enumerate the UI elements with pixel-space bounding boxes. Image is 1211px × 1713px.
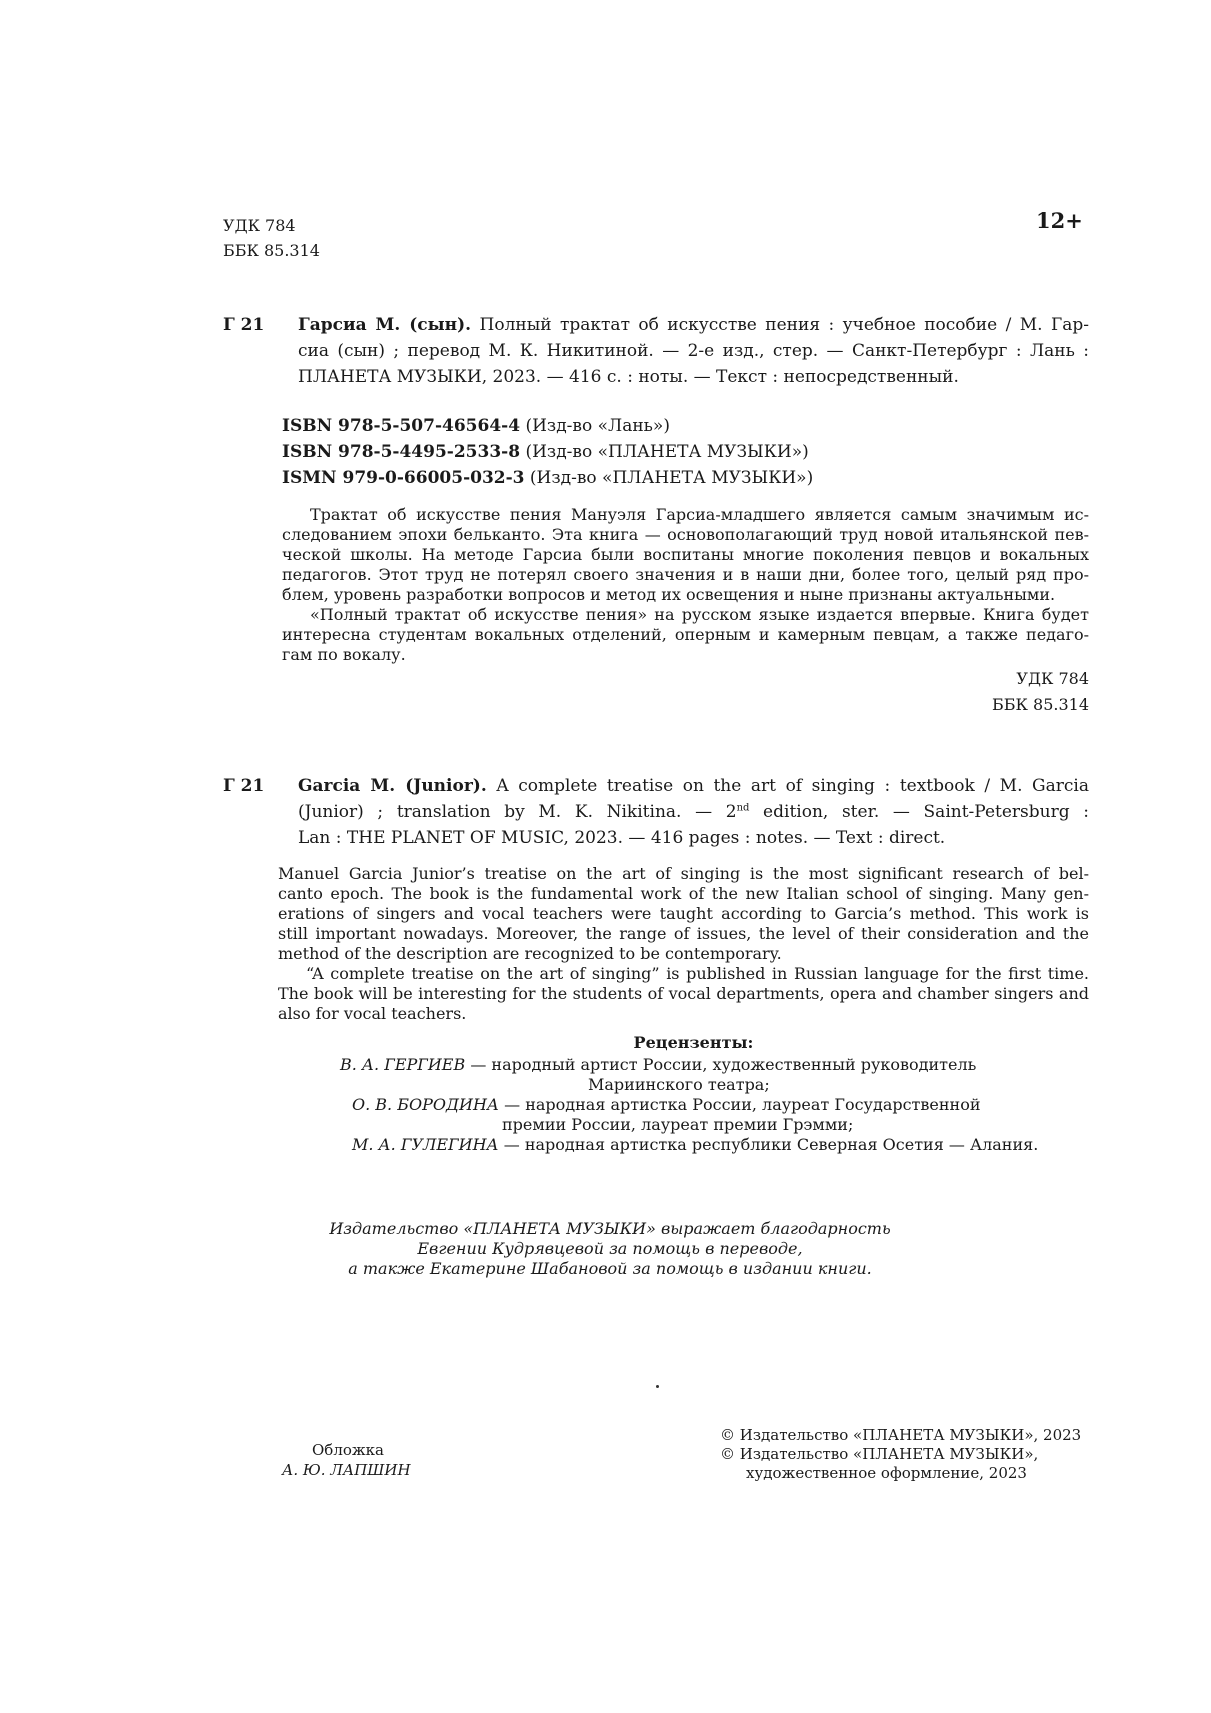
ru-record-title: Полный трактат об искусстве пения : учебное пособие / М. Гар- [471,315,1089,335]
cover-label: Обложка [312,1441,385,1459]
copyright-line: © Издательство «ПЛАНЕТА МУЗЫКИ», 2023 [720,1426,1082,1444]
en-record-author: Garcia M. (Junior). [298,776,487,796]
ru-record-code: Г 21 [223,315,265,335]
ru-abstract-line: блем, уровень разработки вопросов и метод их освещения и ныне признаны актуальными. [282,585,1056,604]
ismn-line [282,465,813,491]
en-bibliographic-record [298,773,1089,851]
acknowledgment-line: Издательство «ПЛАНЕТА МУЗЫКИ» выражает благодарность [329,1219,891,1238]
ismn-publisher: (Изд-во «ПЛАНЕТА МУЗЫКИ») [524,468,814,488]
reviewer-name: М. А. ГУЛЕГИНА [352,1135,499,1154]
en-record-line-3: Lan : THE PLANET OF MUSIC, 2023. — 416 pages : notes. — Text : direct. [298,828,946,848]
en-abstract-line: “A complete treatise on the art of singing” is published in Russian language for the first time. [306,964,1089,983]
reviewer-name: В. А. ГЕРГИЕВ [340,1055,466,1074]
reviewer-entry [340,1095,1100,1115]
isbn-publisher: (Изд-во «ПЛАНЕТА МУЗЫКИ») [520,442,809,462]
isbn-block [282,413,813,491]
cover-artist: А. Ю. ЛАПШИН [282,1461,411,1479]
en-abstract-line: Manuel Garcia Junior’s treatise on the art of singing is the most significant research of bel- [278,864,1089,883]
en-abstract-line: canto epoch. The book is the fundamental work of the new Italian school of singing. Many gen- [278,884,1089,903]
bbk-code: ББК 85.314 [223,241,320,260]
en-abstract-line: erations of singers and vocal teachers were taught according to Garcia’s method. This work is [278,904,1089,923]
acknowledgment [300,1219,920,1279]
acknowledgment-line: Евгении Кудрявцевой за помощь в переводе, [417,1239,803,1258]
ru-abstract [282,505,1089,665]
reviewer-title: — народная артистка республики Северная Осетия — Алания. [498,1135,1039,1154]
en-abstract-line: still important nowadays. Moreover, the range of issues, the level of their consideration and the [278,924,1089,943]
reviewer-entry [340,1055,1100,1075]
udk-code-right: УДК 784 [1016,669,1089,688]
ru-record-line-3: ПЛАНЕТА МУЗЫКИ, 2023. — 416 с. : ноты. — Текст : непосредственный. [298,367,959,387]
isbn-number: ISBN 978-5-4495-2533-8 [282,442,521,462]
ru-bibliographic-record [298,312,1089,390]
ordinal-suffix: nd [736,802,750,814]
ismn-number: ISMN 979-0-66005-032-3 [282,468,525,488]
en-record-line-2-text: (Junior) ; translation by M. K. Nikitina. — 2 [298,802,737,822]
en-record-line-1 [298,773,1089,799]
isbn-number: ISBN 978-5-507-46564-4 [282,416,521,436]
copyright-line: художественное оформление, 2023 [746,1464,1027,1482]
age-rating-badge: 12+ [1036,208,1083,233]
en-abstract [278,864,1089,1024]
en-record-line-2 [298,799,1089,825]
isbn-line [282,413,813,439]
reviewer-title: — народная артистка России, лауреат Государственной [499,1095,981,1114]
reviewer-entry-cont: Мариинского театра; [588,1075,770,1094]
ru-abstract-line: Трактат об искусстве пения Мануэля Гарсиа-младшего является самым значимым ис- [310,505,1089,524]
en-abstract-line: The book will be interesting for the students of vocal departments, opera and chamber singers and [278,984,1089,1003]
ru-abstract-line: «Полный трактат об искусстве пения» на русском языке издается впервые. Книга будет [310,605,1089,624]
ru-abstract-line: следованием эпохи бельканто. Эта книга — основополагающий труд новой итальянской пев- [282,525,1089,544]
reviewers-heading: Рецензенты: [633,1033,754,1052]
isbn-publisher: (Изд-во «Лань») [520,416,670,436]
ru-abstract-line: педагогов. Этот труд не потерял своего значения и в наши дни, более того, целый ряд про- [282,565,1089,584]
udk-code: УДК 784 [223,216,296,235]
reviewers-list [340,1055,1100,1155]
reviewer-name: О. В. БОРОДИНА [352,1095,500,1114]
en-abstract-line: method of the description are recognized to be contemporary. [278,944,782,963]
isbn-line [282,439,813,465]
print-dot [656,1385,659,1388]
reviewer-title: — народный артист России, художественный руководитель [465,1055,977,1074]
ru-record-line-2: сиа (сын) ; перевод М. К. Никитиной. — 2-е изд., стер. — Санкт-Петербург : Лань : [298,341,1089,361]
bbk-code-right: ББК 85.314 [992,695,1089,714]
reviewer-entry [340,1135,1100,1155]
copyright-line: © Издательство «ПЛАНЕТА МУЗЫКИ», [720,1445,1039,1463]
ru-abstract-line: интересна студентам вокальных отделений, оперным и камерным певцам, а также педаго- [282,625,1089,644]
reviewer-entry-cont: премии России, лауреат премии Грэмми; [502,1115,854,1134]
en-record-title: A complete treatise on the art of singing : textbook / M. Garcia [486,776,1089,796]
en-abstract-line: also for vocal teachers. [278,1004,467,1023]
copyright-block [720,1426,1100,1483]
ru-abstract-line: ческой школы. На методе Гарсиа были воспитаны многие поколения певцов и вокальных [282,545,1089,564]
en-record-code: Г 21 [223,776,265,796]
en-record-line-2-rest: edition, ster. — Saint-Petersburg : [749,802,1089,822]
ru-abstract-line: гам по вокалу. [282,645,406,664]
ru-record-author: Гарсиа М. (сын). [298,315,472,335]
acknowledgment-line: а также Екатерине Шабановой за помощь в издании книги. [348,1259,872,1278]
ru-record-line-1 [298,312,1089,338]
